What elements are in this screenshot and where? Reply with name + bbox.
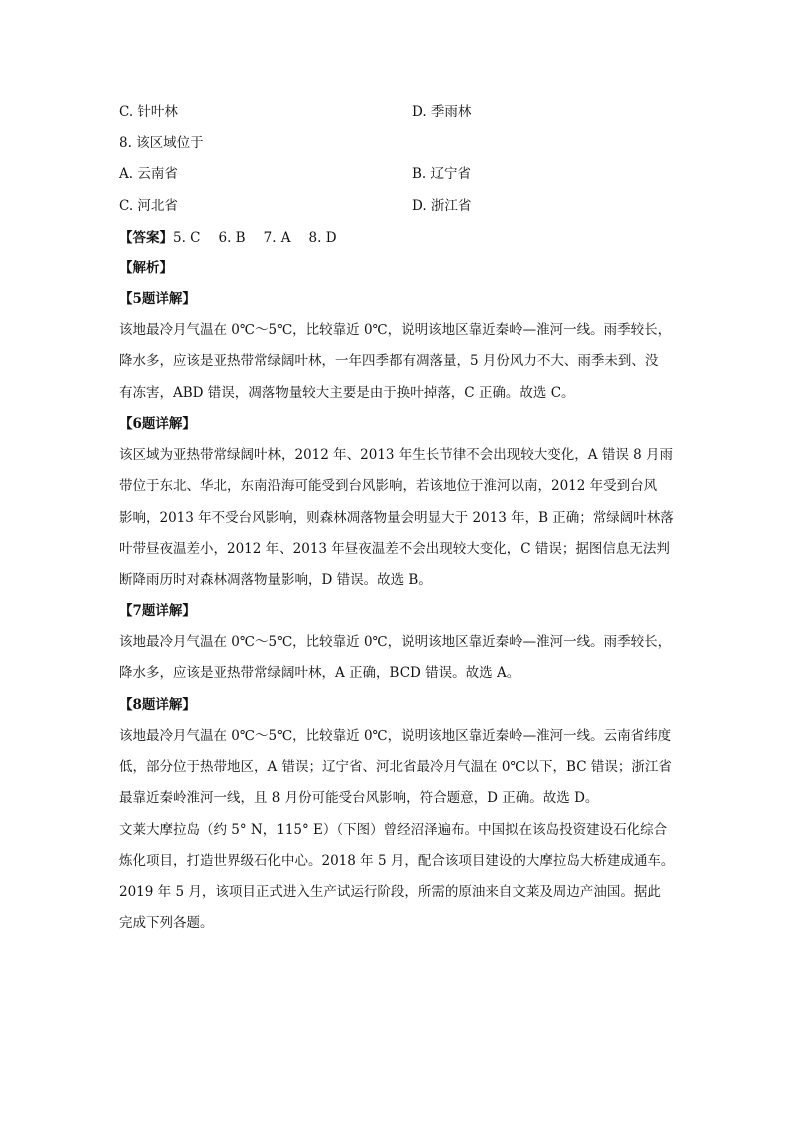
q7-line: 该地最冷月气温在 0℃～5℃，比较靠近 0℃，说明该地区靠近秦岭—淮河一线。雨季较长， xyxy=(119,634,672,650)
q6-line: 叶带昼夜温差小，2012 年、2013 年昼夜温差不会出现较大变化，C 错误；据图信息无法判 xyxy=(119,541,670,557)
question-8-stem: 8. 该区域位于 xyxy=(119,135,204,151)
q6-heading: 【6题详解】 xyxy=(119,416,196,432)
answer-item: 5. C xyxy=(173,230,201,246)
q8-heading: 【8题详解】 xyxy=(119,697,196,713)
q7-heading: 【7题详解】 xyxy=(119,603,196,619)
q5-line: 有冻害，ABD 错误，凋落物量较大主要是由于换叶掉落，C 正确。故选 C。 xyxy=(119,385,575,401)
passage-line: 2019 年 5 月，该项目正式进入生产试运行阶段，所需的原油来自文莱及周边产油国。据此 xyxy=(119,884,661,900)
q7-line: 降水多，应该是亚热带常绿阔叶林，A 正确，BCD 错误。故选 A。 xyxy=(119,665,521,681)
passage-line: 炼化项目，打造世界级石化中心。2018 年 5 月，配合该项目建设的大摩拉岛大桥建成通车。 xyxy=(119,853,675,869)
answer-item: 6. B xyxy=(218,230,246,246)
option-c-q7: C. 针叶林 xyxy=(119,104,178,120)
answer-line xyxy=(119,228,679,248)
answer-label: 【答案】 xyxy=(119,230,173,246)
q5-line: 该地最冷月气温在 0℃～5℃，比较靠近 0℃，说明该地区靠近秦岭—淮河一线。雨季较长， xyxy=(119,322,672,338)
q8-line: 该地最冷月气温在 0℃～5℃，比较靠近 0℃，说明该地区靠近秦岭—淮河一线。云南省纬度 xyxy=(119,728,672,744)
q8-line: 最靠近秦岭淮河一线，且 8 月份可能受台风影响，符合题意，D 正确。故选 D。 xyxy=(119,790,599,806)
passage-line: 完成下列各题。 xyxy=(119,915,214,931)
option-d-q7: D. 季雨林 xyxy=(412,104,472,120)
q6-line: 该区域为亚热带常绿阔叶林，2012 年、2013 年生长节律不会出现较大变化，A 错误 8 月雨 xyxy=(119,447,674,463)
option-a-q8: A. 云南省 xyxy=(119,166,178,182)
q6-line: 带位于东北、华北，东南沿海可能受到台风影响，若该地位于淮河以南，2012 年受到台风 xyxy=(119,478,658,494)
passage-line: 文莱大摩拉岛（约 5° N，115° E）（下图）曾经沼泽遍布。中国拟在该岛投资建设石化综合 xyxy=(119,822,668,838)
q6-line: 影响，2013 年不受台风影响，则森林凋落物量会明显大于 2013 年，B 正确；常绿阔叶林落 xyxy=(119,510,674,526)
q6-line: 断降雨历时对森林凋落物量影响，D 错误。故选 B。 xyxy=(119,572,432,588)
q5-line: 降水多，应该是亚热带常绿阔叶林，一年四季都有凋落量，5 月份风力不大、雨季未到、没 xyxy=(119,353,659,369)
option-d-q8: D. 浙江省 xyxy=(412,198,472,214)
q5-heading: 【5题详解】 xyxy=(119,291,196,307)
option-b-q8: B. 辽宁省 xyxy=(412,166,472,182)
answer-item: 7. A xyxy=(263,230,291,246)
answer-item: 8. D xyxy=(308,230,337,246)
analysis-label: 【解析】 xyxy=(119,260,173,276)
option-c-q8: C. 河北省 xyxy=(119,198,178,214)
q8-line: 低，部分位于热带地区，A 错误；辽宁省、河北省最冷月气温在 0℃以下，BC 错误；浙江省 xyxy=(119,759,672,775)
